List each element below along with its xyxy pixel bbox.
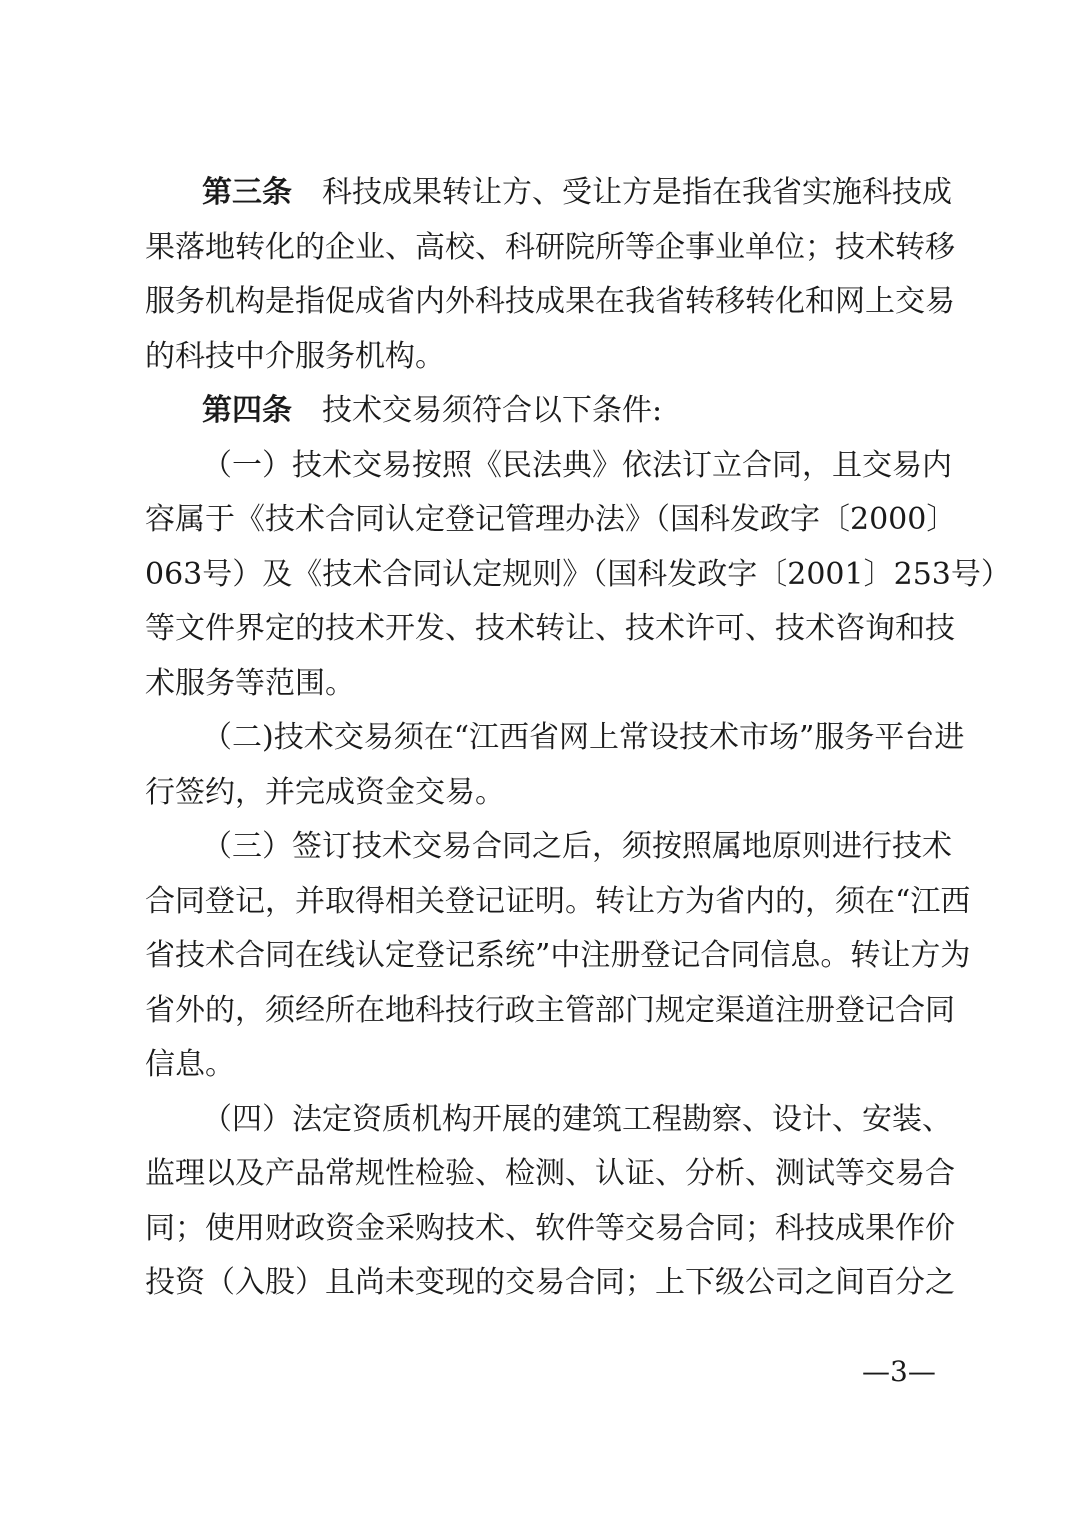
document-body <box>145 166 1011 1311</box>
item1-line: 等文件界定的技术开发、技术转让、技术许可、技术咨询和技 <box>145 611 955 646</box>
article3-line1 <box>145 166 952 221</box>
article4-intro: 技术交易须符合以下条件: <box>322 393 663 428</box>
item3-line: 合同登记，并取得相关登记证明。转让方为省内的，须在“江西 <box>145 883 971 919</box>
article3-number: 第三条 <box>202 175 292 210</box>
item3-line: 省外的，须经所在地科技行政主管部门规定渠道注册登记合同 <box>145 992 955 1028</box>
item4-line: 投资（入股）且尚未变现的交易合同；上下级公司之间百分之 <box>145 1265 955 1300</box>
article3-line3: 服务机构是指促成省内外科技成果在我省转移转化和网上交易 <box>145 284 955 319</box>
item3-line: 省技术合同在线认定登记系统”中注册登记合同信息。转让方为 <box>145 938 971 973</box>
article3-text-1: 科技成果转让方、受让方是指在我省实施科技成 <box>322 175 952 210</box>
item3-line: 信息。 <box>145 1047 235 1082</box>
item2-line: 行签约，并完成资金交易。 <box>145 774 505 810</box>
item1-line: （一）技术交易按照《民法典》依法订立合同，且交易内 <box>202 447 952 483</box>
article3-line4: 的科技中介服务机构。 <box>145 338 445 374</box>
item2-line: （二)技术交易须在“江西省网上常设技术市场”服务平台进 <box>202 720 965 755</box>
article3-line2: 果落地转化的企业、高校、科研院所等企事业单位；技术转移 <box>145 229 955 265</box>
item4-line: 监理以及产品常规性检验、检测、认证、分析、测试等交易合 <box>145 1156 955 1191</box>
page-number: —3— <box>862 1355 936 1388</box>
item1-line: 术服务等范围。 <box>145 665 355 701</box>
item4-line: （四）法定资质机构开展的建筑工程勘察、设计、安装、 <box>202 1101 952 1137</box>
article4-number: 第四条 <box>202 393 292 428</box>
item4-line: 同；使用财政资金采购技术、软件等交易合同；科技成果作价 <box>145 1210 955 1246</box>
item1-line: 063号）及《技术合同认定规则》（国科发政字〔2001〕253号） <box>145 556 1011 592</box>
item3-line: （三）签订技术交易合同之后，须按照属地原则进行技术 <box>202 829 952 864</box>
item1-line: 容属于《技术合同认定登记管理办法》（国科发政字〔2000〕 <box>145 502 957 537</box>
article4-line-intro <box>145 384 940 439</box>
